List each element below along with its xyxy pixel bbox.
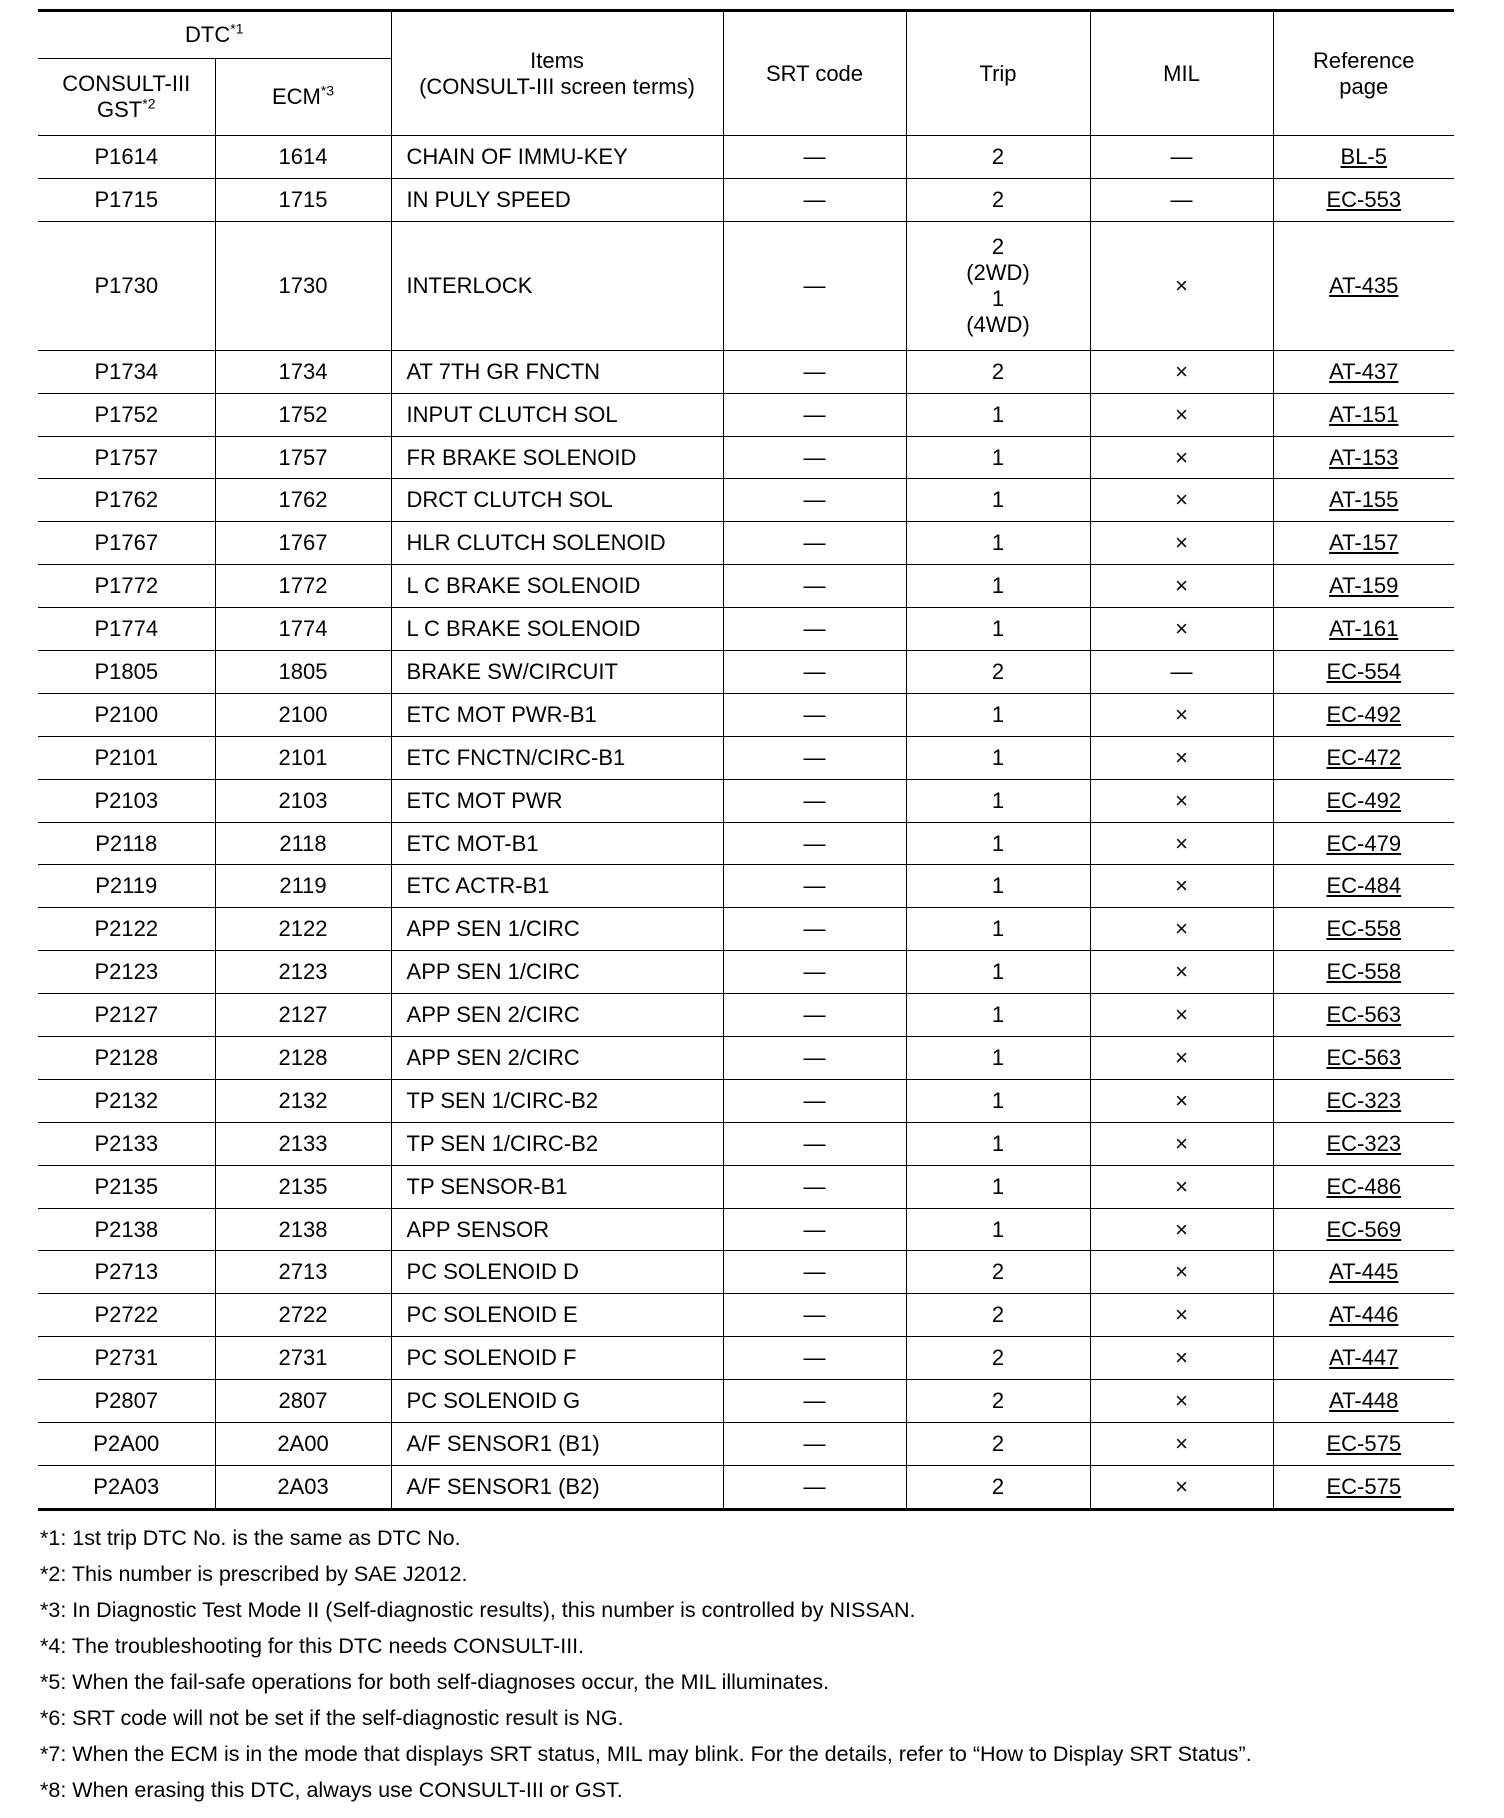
reference-cell [1273,1122,1454,1165]
footnotes [40,1520,1460,1808]
trip-cell: 2 [906,1423,1090,1466]
srt-cell: — [723,1380,906,1423]
mil-cell: × [1090,522,1273,565]
reference-cell [1273,1079,1454,1122]
srt-cell: — [723,1165,906,1208]
table-row [38,1423,1454,1466]
reference-cell [1273,1165,1454,1208]
reference-cell [1273,522,1454,565]
srt-cell: — [723,522,906,565]
gst-code-cell: P2132 [38,1079,215,1122]
trip-cell: 1 [906,908,1090,951]
srt-cell: — [723,1423,906,1466]
gst-code-cell: P2731 [38,1337,215,1380]
srt-cell: — [723,908,906,951]
table-row [38,779,1454,822]
srt-cell: — [723,1122,906,1165]
mil-cell: × [1090,865,1273,908]
item-cell: CHAIN OF IMMU-KEY [391,136,723,179]
table-row [38,565,1454,608]
trip-cell: 1 [906,608,1090,651]
trip-cell: 2 [906,1465,1090,1509]
item-cell: APP SEN 1/CIRC [391,951,723,994]
srt-cell: — [723,1337,906,1380]
reference-cell [1273,608,1454,651]
gst-code-cell: P1734 [38,350,215,393]
reference-link[interactable]: AT-161 [1329,616,1399,642]
trip-cell: 2 [906,350,1090,393]
table-row [38,693,1454,736]
reference-cell [1273,951,1454,994]
reference-cell [1273,1208,1454,1251]
table-row [38,136,1454,179]
mil-cell: × [1090,1208,1273,1251]
srt-cell: — [723,1465,906,1509]
gst-code-cell: P1715 [38,178,215,221]
reference-link[interactable]: EC-563 [1326,1044,1402,1070]
reference-link[interactable]: EC-492 [1326,787,1402,813]
reference-link[interactable]: EC-492 [1326,701,1402,727]
reference-link[interactable]: EC-558 [1326,916,1402,942]
reference-link[interactable]: AT-155 [1329,487,1399,513]
table-row [38,221,1454,350]
ecm-code-cell: 1762 [215,479,391,522]
ecm-code-cell: 1767 [215,522,391,565]
mil-cell: × [1090,951,1273,994]
trip-cell: 2 [906,1337,1090,1380]
table-row [38,736,1454,779]
srt-cell: — [723,693,906,736]
mil-cell: × [1090,1380,1273,1423]
gst-code-cell: P1767 [38,522,215,565]
consult-gst-header: CONSULT-III GST$^{*2}$ [38,59,215,136]
trip-cell: 1 [906,779,1090,822]
reference-cell [1273,221,1454,350]
mil-cell: × [1090,1251,1273,1294]
srt-cell: — [723,1037,906,1080]
item-cell: TP SEN 1/CIRC-B2 [391,1122,723,1165]
ecm-code-cell: 1730 [215,221,391,350]
table-row [38,1294,1454,1337]
reference-link[interactable]: AT-447 [1329,1345,1399,1371]
trip-cell: 1 [906,951,1090,994]
srt-cell: — [723,779,906,822]
ecm-code-cell: 2A03 [215,1465,391,1509]
table-row [38,178,1454,221]
item-cell: A/F SENSOR1 (B2) [391,1465,723,1509]
reference-link[interactable]: EC-575 [1326,1473,1402,1499]
trip-line: (4WD) [966,311,1030,337]
reference-link[interactable]: EC-486 [1326,1173,1402,1199]
mil-cell: — [1090,651,1273,694]
gst-code-cell: P2A00 [38,1423,215,1466]
gst-code-cell: P1730 [38,221,215,350]
trip-cell: 1 [906,522,1090,565]
ecm-code-cell: 2713 [215,1251,391,1294]
reference-cell [1273,1337,1454,1380]
reference-cell [1273,693,1454,736]
item-cell: ETC FNCTN/CIRC-B1 [391,736,723,779]
ecm-code-cell: 1772 [215,565,391,608]
ecm-code-cell: 2132 [215,1079,391,1122]
ecm-code-cell: 2128 [215,1037,391,1080]
reference-cell [1273,178,1454,221]
srt-cell: — [723,822,906,865]
reference-link[interactable]: EC-323 [1326,1130,1402,1156]
ecm-header: ECM$^{*3}$ [215,59,391,136]
table-row [38,436,1454,479]
trip-cell: 2 [906,1251,1090,1294]
reference-cell [1273,565,1454,608]
ecm-code-cell: 2138 [215,1208,391,1251]
table-header [38,11,1454,136]
ecm-code-cell: 2133 [215,1122,391,1165]
item-cell: INPUT CLUTCH SOL [391,393,723,436]
table-row [38,350,1454,393]
reference-cell [1273,1465,1454,1509]
table-row [38,651,1454,694]
footnote: *4: The troubleshooting for this DTC needs CONSULT-III. [40,1634,585,1658]
footnote: *2: This number is prescribed by SAE J2012. [40,1562,468,1586]
item-cell: ETC MOT-B1 [391,822,723,865]
item-cell: APP SEN 2/CIRC [391,1037,723,1080]
ecm-code-cell: 2A00 [215,1423,391,1466]
reference-link[interactable]: EC-563 [1326,1002,1402,1028]
trip-header: Trip [906,11,1090,136]
table-row [38,908,1454,951]
gst-code-cell: P2119 [38,865,215,908]
mil-cell: × [1090,779,1273,822]
ecm-code-cell: 2127 [215,994,391,1037]
mil-header: MIL [1090,11,1273,136]
reference-link[interactable]: AT-445 [1329,1259,1399,1285]
footnote: *8: When erasing this DTC, always use CONSULT-III or GST. [40,1778,623,1802]
table-row [38,1079,1454,1122]
reference-cell [1273,736,1454,779]
reference-link[interactable]: AT-157 [1329,530,1399,556]
srt-cell: — [723,136,906,179]
footnote: *6: SRT code will not be set if the self-diagnostic result is NG. [40,1706,624,1730]
ecm-code-cell: 2101 [215,736,391,779]
reference-cell [1273,822,1454,865]
trip-cell: 2 [906,136,1090,179]
reference-link[interactable]: EC-575 [1326,1430,1402,1456]
mil-cell: × [1090,1079,1273,1122]
ecm-code-cell: 2103 [215,779,391,822]
mil-cell: × [1090,1465,1273,1509]
ecm-code-cell: 1774 [215,608,391,651]
trip-cell: 1 [906,1208,1090,1251]
trip-cell: 1 [906,479,1090,522]
gst-code-cell: P2133 [38,1122,215,1165]
item-cell: A/F SENSOR1 (B1) [391,1423,723,1466]
item-cell: PC SOLENOID F [391,1337,723,1380]
item-cell: L C BRAKE SOLENOID [391,565,723,608]
reference-cell [1273,1423,1454,1466]
mil-cell: × [1090,693,1273,736]
ecm-code-cell: 2122 [215,908,391,951]
item-cell: FR BRAKE SOLENOID [391,436,723,479]
mil-cell: × [1090,994,1273,1037]
item-cell: APP SEN 1/CIRC [391,908,723,951]
reference-link[interactable]: AT-446 [1329,1302,1399,1328]
mil-cell: × [1090,908,1273,951]
mil-cell: × [1090,221,1273,350]
srt-cell: — [723,178,906,221]
trip-cell: 1 [906,736,1090,779]
ecm-code-cell: 2722 [215,1294,391,1337]
reference-cell [1273,1380,1454,1423]
gst-code-cell: P2103 [38,779,215,822]
trip-cell: 1 [906,1165,1090,1208]
gst-code-cell: P2127 [38,994,215,1037]
footnote: *5: When the fail-safe operations for both self-diagnoses occur, the MIL illuminates. [40,1670,830,1694]
gst-code-cell: P2123 [38,951,215,994]
reference-cell [1273,1251,1454,1294]
gst-code-cell: P2128 [38,1037,215,1080]
ecm-code-cell: 1805 [215,651,391,694]
item-cell: IN PULY SPEED [391,178,723,221]
srt-cell: — [723,436,906,479]
item-cell: INTERLOCK [391,221,723,350]
reference-link[interactable]: AT-448 [1329,1388,1399,1414]
item-cell: DRCT CLUTCH SOL [391,479,723,522]
reference-cell [1273,779,1454,822]
mil-cell: × [1090,1037,1273,1080]
reference-cell [1273,865,1454,908]
item-cell: ETC ACTR-B1 [391,865,723,908]
table-row [38,393,1454,436]
trip-cell: 2 [906,1294,1090,1337]
mil-cell: × [1090,1165,1273,1208]
reference-cell [1273,651,1454,694]
trip-cell: 1 [906,1122,1090,1165]
reference-cell [1273,908,1454,951]
mil-cell: × [1090,350,1273,393]
srt-cell: — [723,736,906,779]
srt-header: SRT code [723,11,906,136]
ecm-code-cell: 1734 [215,350,391,393]
footnote: *7: When the ECM is in the mode that displays SRT status, MIL may blink. For the details, refer to “How to Display SRT Status”. [40,1742,1252,1766]
table-row [38,1165,1454,1208]
mil-cell: × [1090,1294,1273,1337]
trip-cell: 1 [906,822,1090,865]
item-cell: TP SEN 1/CIRC-B2 [391,1079,723,1122]
trip-cell: 1 [906,436,1090,479]
item-cell: TP SENSOR-B1 [391,1165,723,1208]
table-row [38,608,1454,651]
mil-cell: × [1090,1337,1273,1380]
ecm-code-cell: 1752 [215,393,391,436]
ecm-code-cell: 1715 [215,178,391,221]
table-row [38,822,1454,865]
table-row [38,1122,1454,1165]
reference-header: Reference page [1273,11,1454,136]
trip-cell: 2 [906,178,1090,221]
reference-cell [1273,436,1454,479]
reference-cell [1273,136,1454,179]
gst-code-cell: P2713 [38,1251,215,1294]
gst-code-cell: P2100 [38,693,215,736]
reference-link[interactable]: BL-5 [1340,143,1387,169]
item-cell: PC SOLENOID D [391,1251,723,1294]
table-row [38,479,1454,522]
gst-code-cell: P1752 [38,393,215,436]
reference-link[interactable]: EC-569 [1326,1216,1402,1242]
reference-link[interactable]: AT-435 [1329,272,1399,298]
srt-cell: — [723,350,906,393]
item-cell: APP SENSOR [391,1208,723,1251]
reference-cell [1273,994,1454,1037]
reference-cell [1273,1037,1454,1080]
item-cell: PC SOLENOID G [391,1380,723,1423]
reference-link[interactable]: EC-558 [1326,959,1402,985]
item-cell: AT 7TH GR FNCTN [391,350,723,393]
reference-link[interactable]: EC-553 [1326,186,1402,212]
trip-cell: 2 [906,651,1090,694]
reference-cell [1273,350,1454,393]
ecm-code-cell: 1614 [215,136,391,179]
gst-code-cell: P2118 [38,822,215,865]
gst-code-cell: P2A03 [38,1465,215,1509]
gst-code-cell: P1762 [38,479,215,522]
item-cell: PC SOLENOID E [391,1294,723,1337]
srt-cell: — [723,393,906,436]
reference-link[interactable]: EC-484 [1326,873,1402,899]
table-row [38,1337,1454,1380]
gst-code-cell: P2138 [38,1208,215,1251]
table-row [38,1465,1454,1509]
trip-line: (2WD) [966,259,1030,285]
item-cell: APP SEN 2/CIRC [391,994,723,1037]
ecm-code-cell: 2118 [215,822,391,865]
reference-link[interactable]: EC-472 [1326,744,1402,770]
ecm-code-cell: 2807 [215,1380,391,1423]
ecm-code-cell: 2119 [215,865,391,908]
ecm-code-cell: 2731 [215,1337,391,1380]
reference-link[interactable]: AT-151 [1329,401,1399,427]
item-cell: HLR CLUTCH SOLENOID [391,522,723,565]
reference-link[interactable]: EC-554 [1326,658,1402,684]
trip-cell: 1 [906,565,1090,608]
mil-cell: × [1090,479,1273,522]
table-row [38,1208,1454,1251]
reference-link[interactable]: EC-479 [1326,830,1402,856]
trip-cell: 1 [906,865,1090,908]
srt-cell: — [723,1251,906,1294]
srt-cell: — [723,994,906,1037]
table-row [38,1251,1454,1294]
trip-cell: 1 [906,994,1090,1037]
table-row [38,1037,1454,1080]
ecm-code-cell: 1757 [215,436,391,479]
item-cell: L C BRAKE SOLENOID [391,608,723,651]
table-body [38,136,1454,1510]
srt-cell: — [723,221,906,350]
reference-cell [1273,1294,1454,1337]
gst-code-cell: P1772 [38,565,215,608]
gst-code-cell: P1774 [38,608,215,651]
dtc-table [38,9,1454,1511]
reference-link[interactable]: AT-437 [1329,358,1399,384]
srt-cell: — [723,1208,906,1251]
mil-cell: × [1090,565,1273,608]
srt-cell: — [723,1294,906,1337]
table-row [38,1380,1454,1423]
mil-cell: × [1090,736,1273,779]
srt-cell: — [723,865,906,908]
trip-cell: 1 [906,1037,1090,1080]
footnote: *3: In Diagnostic Test Mode II (Self-diagnostic results), this number is controlled by NISSAN. [40,1598,916,1622]
srt-cell: — [723,1079,906,1122]
item-cell: ETC MOT PWR [391,779,723,822]
mil-cell: — [1090,178,1273,221]
mil-cell: × [1090,436,1273,479]
srt-cell: — [723,608,906,651]
trip-cell: 1 [906,393,1090,436]
trip-line: 2 [991,233,1005,259]
trip-cell [906,221,1090,350]
srt-cell: — [723,479,906,522]
item-cell: ETC MOT PWR-B1 [391,693,723,736]
items-header: Items (CONSULT-III screen terms) [391,11,723,136]
reference-link[interactable]: AT-153 [1329,444,1399,470]
gst-code-cell: P1614 [38,136,215,179]
mil-cell: × [1090,608,1273,651]
table-row [38,865,1454,908]
gst-code-cell: P1805 [38,651,215,694]
trip-cell: 1 [906,1079,1090,1122]
gst-code-cell: P2122 [38,908,215,951]
footnote: *1: 1st trip DTC No. is the same as DTC No. [40,1526,461,1550]
trip-cell: 2 [906,1380,1090,1423]
table-row [38,994,1454,1037]
table-row [38,951,1454,994]
mil-cell: × [1090,393,1273,436]
ecm-code-cell: 2123 [215,951,391,994]
srt-cell: — [723,951,906,994]
srt-cell: — [723,651,906,694]
ecm-code-cell: 2100 [215,693,391,736]
trip-cell: 1 [906,693,1090,736]
mil-cell: × [1090,1122,1273,1165]
gst-code-cell: P2807 [38,1380,215,1423]
dtc-header: DTC$^{*1}$ [38,11,391,59]
ecm-code-cell: 2135 [215,1165,391,1208]
gst-code-cell: P2135 [38,1165,215,1208]
mil-cell: × [1090,1423,1273,1466]
table-row [38,522,1454,565]
gst-code-cell: P2722 [38,1294,215,1337]
trip-line: 1 [991,285,1005,311]
gst-code-cell: P1757 [38,436,215,479]
reference-link[interactable]: AT-159 [1329,573,1399,599]
mil-cell: — [1090,136,1273,179]
reference-link[interactable]: EC-323 [1326,1087,1402,1113]
reference-cell [1273,479,1454,522]
gst-code-cell: P2101 [38,736,215,779]
item-cell: BRAKE SW/CIRCUIT [391,651,723,694]
reference-cell [1273,393,1454,436]
mil-cell: × [1090,822,1273,865]
srt-cell: — [723,565,906,608]
